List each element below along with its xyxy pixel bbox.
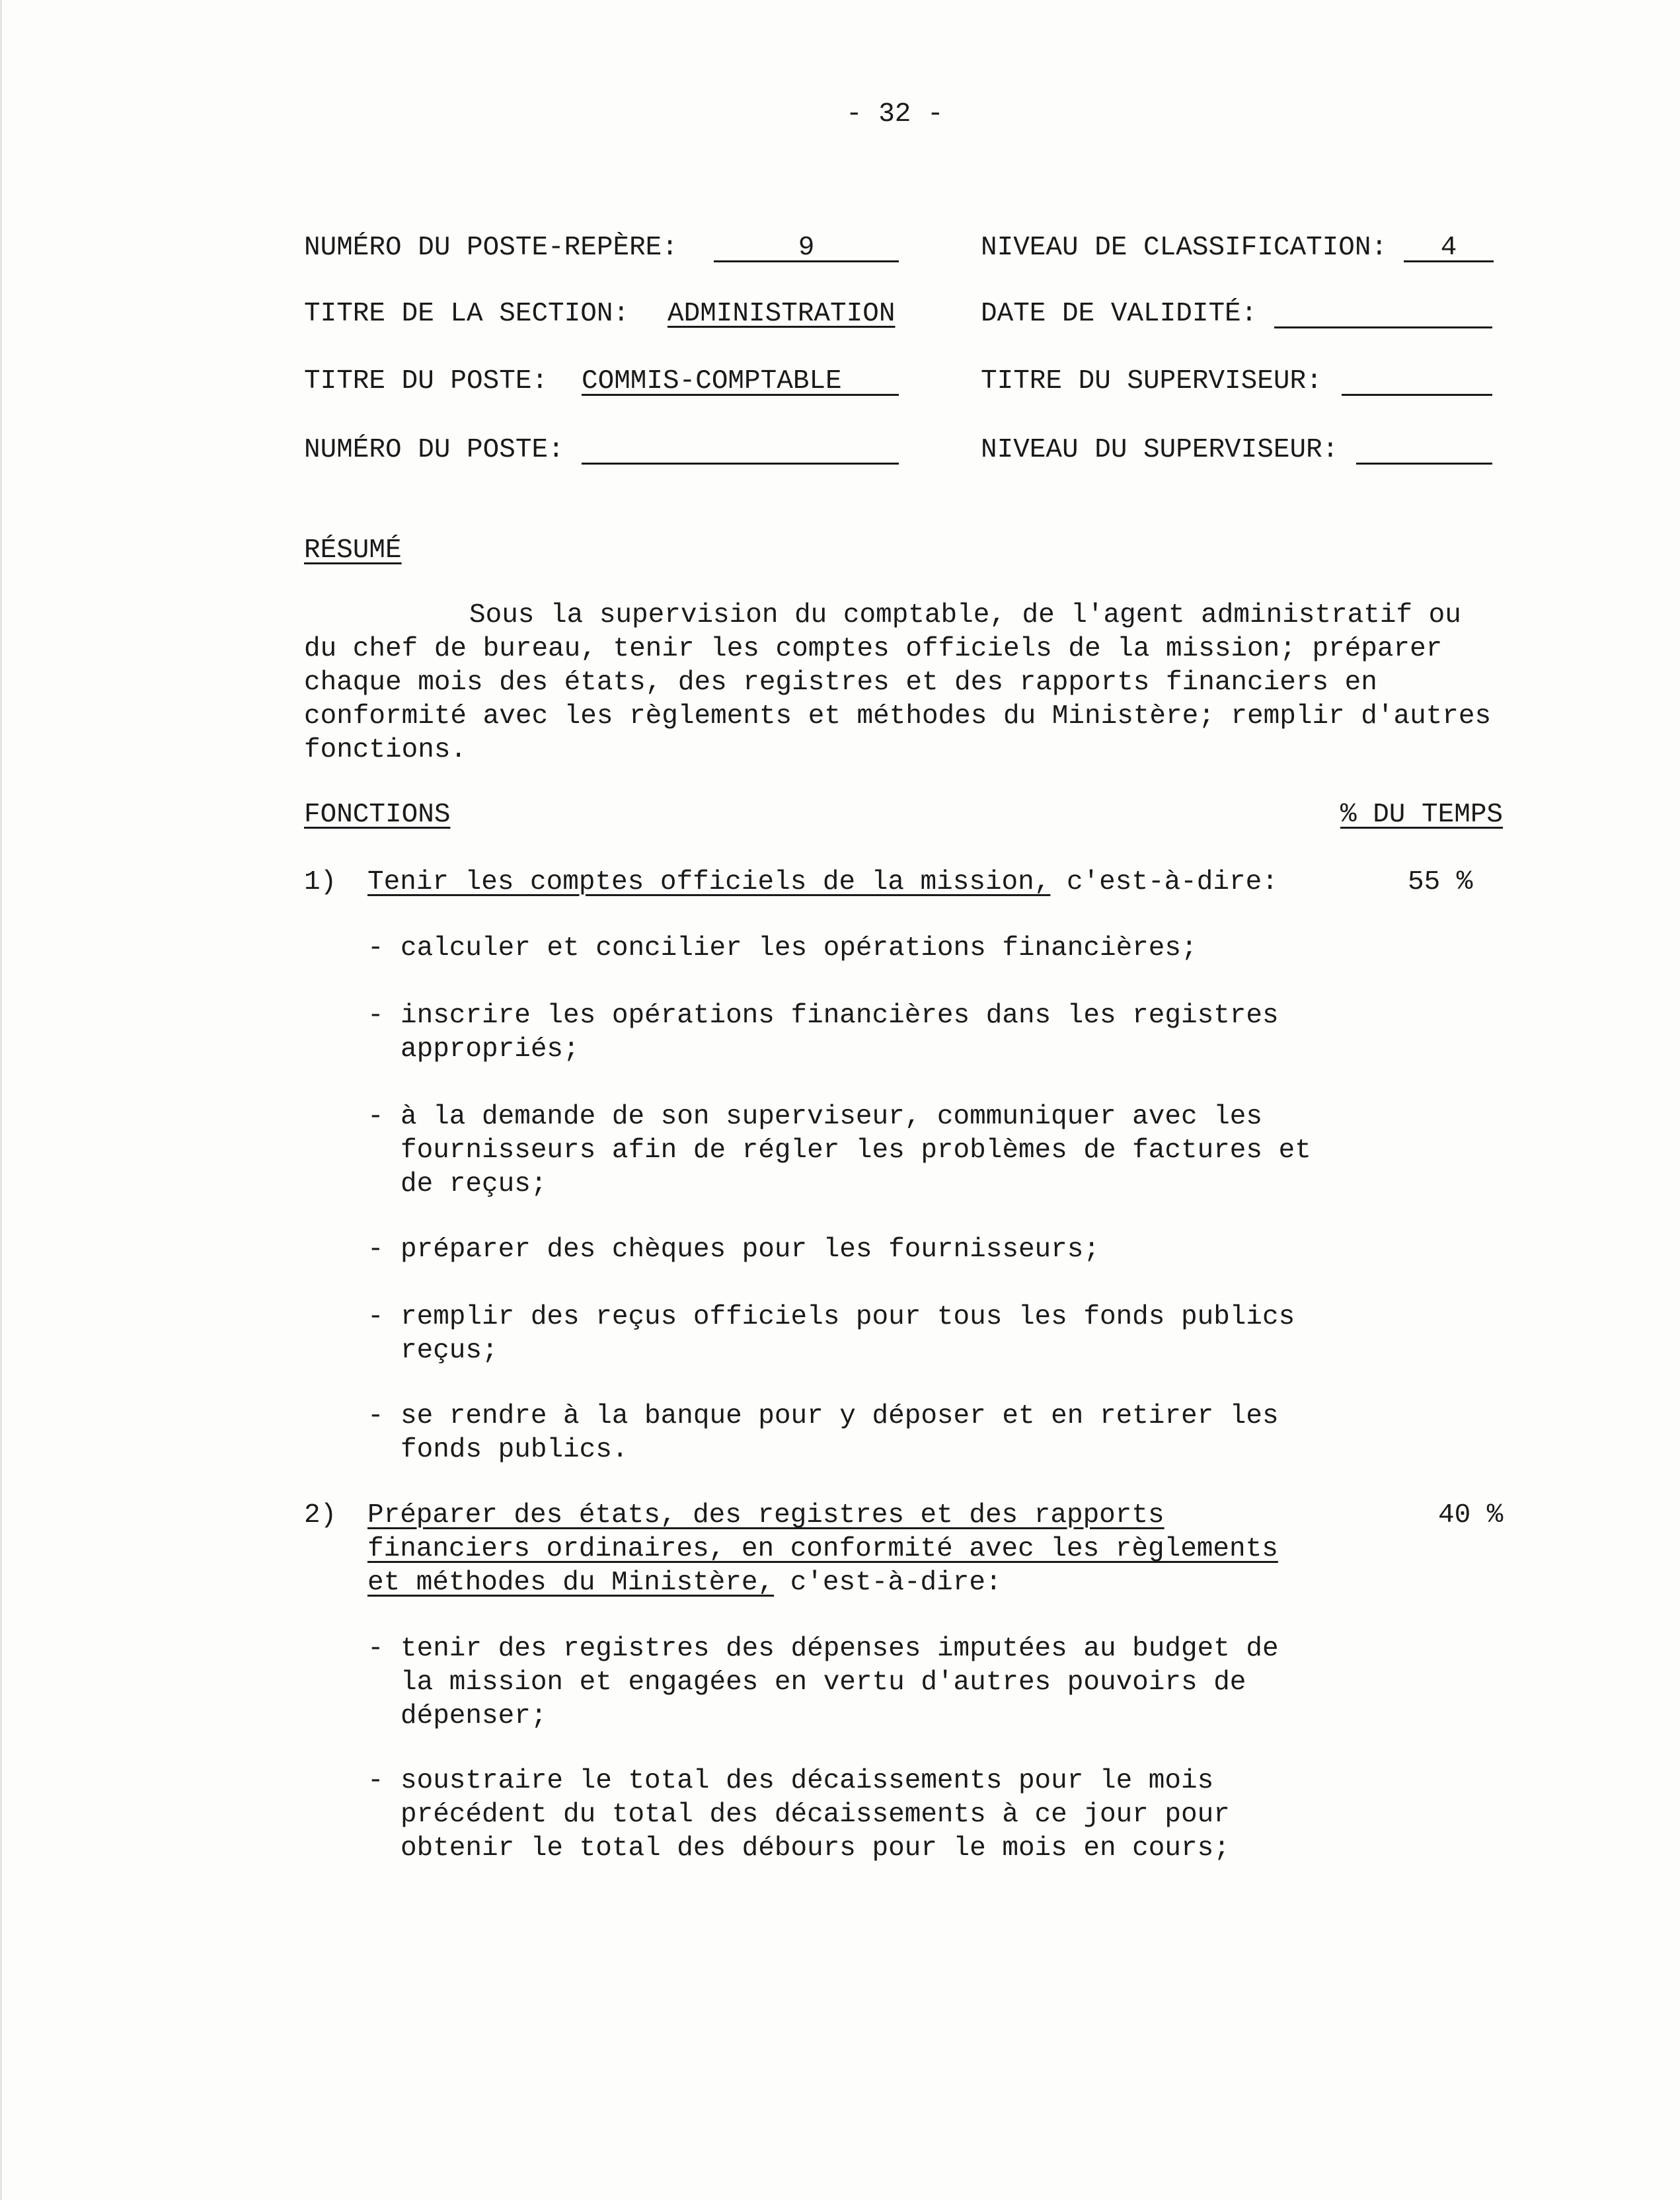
- bullet-dash: -: [367, 1302, 384, 1332]
- label-titre-poste: TITRE DU POSTE:: [304, 366, 549, 397]
- item-title-suffix: c'est-à-dire:: [774, 1568, 1002, 1598]
- bullet-line: calculer et concilier les opérations financières;: [401, 933, 1198, 964]
- resume-heading: RÉSUMÉ: [304, 535, 402, 566]
- bullet-line: dépenser;: [401, 1701, 547, 1731]
- bullet-line: fonds publics.: [401, 1435, 629, 1465]
- value-niveau-classification: 4: [1404, 231, 1494, 262]
- label-niveau-superviseur: NIVEAU DU SUPERVISEUR:: [981, 435, 1339, 465]
- bullet-dash: -: [367, 1634, 384, 1664]
- bullet-line: appropriés;: [401, 1034, 580, 1065]
- resume-line: chaque mois des états, des registres et des rapports financiers en: [304, 667, 1377, 698]
- value-numero-poste-repere: 9: [714, 231, 899, 262]
- label-numero-poste: NUMÉRO DU POSTE:: [304, 435, 564, 465]
- bullet-line: préparer des chèques pour les fournisseurs;: [401, 1234, 1100, 1265]
- bullet-dash: -: [367, 1766, 384, 1796]
- item-percent: 40 %: [1438, 1500, 1504, 1531]
- fonctions-heading: FONCTIONS: [304, 800, 451, 830]
- bullet-line: la mission et engagées en vertu d'autres pouvoirs de: [401, 1667, 1246, 1698]
- bullet-line: obtenir le total des débours pour le mois en cours;: [401, 1833, 1230, 1864]
- bullet-line: soustraire le total des décaissements pour le mois: [401, 1766, 1214, 1796]
- time-heading: % DU TEMPS: [1340, 800, 1504, 830]
- value-niveau-superviseur: [1356, 434, 1492, 465]
- bullet-line: remplir des reçus officiels pour tous les fonds publics: [401, 1302, 1295, 1332]
- label-numero-poste-repere: NUMÉRO DU POSTE-REPÈRE:: [304, 233, 678, 263]
- bullet-dash: -: [367, 1102, 384, 1132]
- page-number: - 32 -: [846, 99, 944, 130]
- item-number: 2): [304, 1500, 337, 1531]
- item-title: [367, 866, 1278, 899]
- item-title-suffix: c'est-à-dire:: [1050, 867, 1278, 897]
- label-titre-section: TITRE DE LA SECTION:: [304, 299, 630, 329]
- bullet-line: se rendre à la banque pour y déposer et en retirer les: [401, 1401, 1279, 1431]
- item-title-text: financiers ordinaires, en conformité avec les règlements: [367, 1534, 1278, 1564]
- item-title-text: Préparer des états, des registres et des rapports: [367, 1500, 1165, 1531]
- bullet-line: de reçus;: [401, 1169, 547, 1199]
- label-titre-superviseur: TITRE DU SUPERVISEUR:: [981, 366, 1322, 397]
- bullet-line: inscrire les opérations financières dans les registres: [401, 1001, 1279, 1031]
- resume-line: fonctions.: [304, 735, 467, 765]
- bullet-line: reçus;: [401, 1336, 498, 1366]
- value-titre-poste: COMMIS-COMPTABLE: [582, 365, 899, 396]
- value-titre-section: ADMINISTRATION: [668, 299, 896, 329]
- bullet-dash: -: [367, 1001, 384, 1031]
- item-number: 1): [304, 867, 337, 897]
- bullet-dash: -: [367, 933, 384, 964]
- resume-line: conformité avec les règlements et méthodes du Ministère; remplir d'autres: [304, 701, 1492, 732]
- resume-line: Sous la supervision du comptable, de l'agent administratif ou: [469, 600, 1461, 630]
- item-title-text: et méthodes du Ministère,: [367, 1568, 775, 1598]
- item-title: [367, 1566, 1002, 1600]
- label-date-validite: DATE DE VALIDITÉ:: [981, 299, 1258, 329]
- label-niveau-classification: NIVEAU DE CLASSIFICATION:: [981, 233, 1388, 263]
- item-percent: 55 %: [1408, 867, 1473, 897]
- bullet-dash: -: [367, 1234, 384, 1265]
- bullet-line: tenir des registres des dépenses imputées au budget de: [401, 1634, 1279, 1664]
- bullet-line: fournisseurs afin de régler les problèmes de factures et: [401, 1135, 1311, 1166]
- value-numero-poste: [582, 434, 899, 465]
- bullet-line: précédent du total des décaissements à ce jour pour: [401, 1800, 1230, 1830]
- scan-edge: [0, 0, 2, 2200]
- value-date-validite: [1274, 297, 1492, 328]
- value-titre-superviseur: [1342, 365, 1492, 396]
- bullet-line: à la demande de son superviseur, communiquer avec les: [401, 1102, 1263, 1132]
- resume-line: du chef de bureau, tenir les comptes officiels de la mission; préparer: [304, 634, 1443, 664]
- bullet-dash: -: [367, 1401, 384, 1431]
- item-title-text: Tenir les comptes officiels de la mission,: [367, 867, 1051, 897]
